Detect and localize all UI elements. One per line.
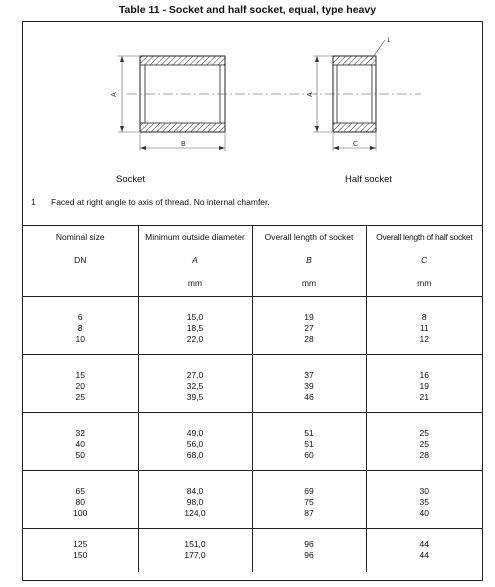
table-value: 22,0 — [186, 334, 204, 344]
table-value: 30 — [419, 486, 429, 496]
socket-caption: Socket — [116, 174, 146, 185]
table-value: 8 — [77, 323, 83, 333]
table-cell-c — [366, 297, 482, 355]
table-value: 15,0 — [186, 312, 204, 322]
table-value: 10 — [75, 334, 85, 344]
table-value: 75 — [304, 497, 314, 507]
table-cell-c — [366, 413, 482, 471]
table-value: 124,0 — [184, 508, 206, 518]
table-value: 125 — [73, 539, 88, 549]
table-value: 20 — [75, 381, 85, 391]
table-cell-b — [252, 413, 366, 471]
table-cell-a — [138, 471, 252, 529]
table-row — [23, 471, 482, 529]
table-value: 40 — [419, 508, 429, 518]
table-value: 177,0 — [184, 550, 206, 560]
table-value: 51 — [304, 439, 314, 449]
table-cell-a — [138, 413, 252, 471]
table-value: 37 — [304, 370, 314, 380]
note-text: Faced at right angle to axis of thread. No internal chamfer. — [51, 197, 270, 207]
table-value: 39 — [304, 381, 314, 391]
table-value: 27,0 — [186, 370, 204, 380]
header-socket-length: Overall length of socket B mm — [252, 226, 366, 297]
callout-number: 1 — [387, 38, 391, 44]
table-value: 69 — [304, 486, 314, 496]
table-value: 27 — [304, 323, 314, 333]
table-row — [23, 355, 482, 413]
table-cell-a — [138, 297, 252, 355]
table-value: 44 — [419, 550, 429, 560]
dim-label-a: A — [111, 92, 118, 97]
table-value: 32,5 — [186, 381, 204, 391]
table-value: 46 — [304, 392, 314, 402]
table-value: 51 — [304, 428, 314, 438]
dim-label-a-half: A — [307, 92, 314, 97]
dimensions-table — [23, 225, 482, 572]
note-number: 1 — [31, 197, 36, 207]
table-cell-a — [138, 529, 252, 573]
table-title: Table 11 - Socket and half socket, equal, type heavy — [118, 4, 377, 16]
table-cell-c — [366, 471, 482, 529]
half-socket-caption: Half socket — [345, 174, 392, 185]
half-socket-wall-top — [333, 56, 376, 65]
table-cell-dn — [23, 413, 138, 471]
table-value: 65 — [75, 486, 85, 496]
half-socket-drawing — [313, 40, 385, 151]
table-cell-dn — [23, 355, 138, 413]
table-value: 12 — [419, 334, 429, 344]
table-value: 96 — [304, 539, 314, 549]
table-value: 35 — [419, 497, 429, 507]
table-value: 96 — [304, 550, 314, 560]
table-value: 19 — [419, 381, 429, 391]
table-value: 19 — [304, 312, 314, 322]
table-value: 25 — [419, 428, 429, 438]
table-value: 21 — [419, 392, 429, 402]
table-value: 40 — [75, 439, 85, 449]
socket-wall-bottom — [140, 123, 225, 132]
table-cell-dn — [23, 529, 138, 573]
table-value: 18,5 — [186, 323, 204, 333]
table-value: 25 — [419, 439, 429, 449]
table-frame — [22, 21, 483, 581]
table-value: 25 — [75, 392, 85, 402]
table-value: 16 — [419, 370, 429, 380]
table-value: 87 — [304, 508, 314, 518]
table-value: 39,5 — [186, 392, 204, 402]
figure-area — [23, 22, 482, 226]
table-value: 15 — [75, 370, 85, 380]
table-value: 49,0 — [186, 428, 204, 438]
table-cell-c — [366, 529, 482, 573]
table-value: 28 — [419, 450, 429, 460]
table-value: 100 — [73, 508, 88, 518]
table-value: 44 — [419, 539, 429, 549]
table-cell-b — [252, 471, 366, 529]
socket-wall-top — [140, 56, 225, 65]
header-half-socket-length: Overall length of half socket C mm — [366, 226, 482, 297]
table-value: 98,0 — [186, 497, 204, 507]
table-value: 50 — [75, 450, 85, 460]
table-value: 80 — [75, 497, 85, 507]
table-value: 151,0 — [184, 539, 206, 549]
table-cell-b — [252, 355, 366, 413]
table-header-row — [23, 226, 482, 297]
header-outside-diameter: Minimum outside diameter A mm — [138, 226, 252, 297]
table-cell-dn — [23, 471, 138, 529]
table-cell-dn — [23, 297, 138, 355]
technical-drawing — [23, 22, 482, 225]
table-value: 32 — [75, 428, 85, 438]
table-row — [23, 297, 482, 355]
table-value: 60 — [304, 450, 314, 460]
table-value: 68,0 — [186, 450, 204, 460]
table-value: 6 — [77, 312, 83, 322]
socket-drawing — [118, 56, 225, 151]
table-value: 28 — [304, 334, 314, 344]
table-row — [23, 413, 482, 471]
table-row — [23, 529, 482, 573]
header-nominal-size: Nominal size DN — [23, 226, 138, 297]
dim-label-c: C — [353, 141, 359, 148]
table-value: 11 — [419, 323, 429, 333]
table-value: 84,0 — [186, 486, 204, 496]
figure-note — [31, 197, 270, 207]
table-cell-a — [138, 355, 252, 413]
table-value: 56,0 — [186, 439, 204, 449]
table-cell-c — [366, 355, 482, 413]
table-cell-b — [252, 297, 366, 355]
table-value: 150 — [73, 550, 88, 560]
table-value: 8 — [421, 312, 427, 322]
table-cell-b — [252, 529, 366, 573]
half-socket-wall-bottom — [333, 123, 376, 132]
dim-label-b: B — [181, 141, 186, 148]
